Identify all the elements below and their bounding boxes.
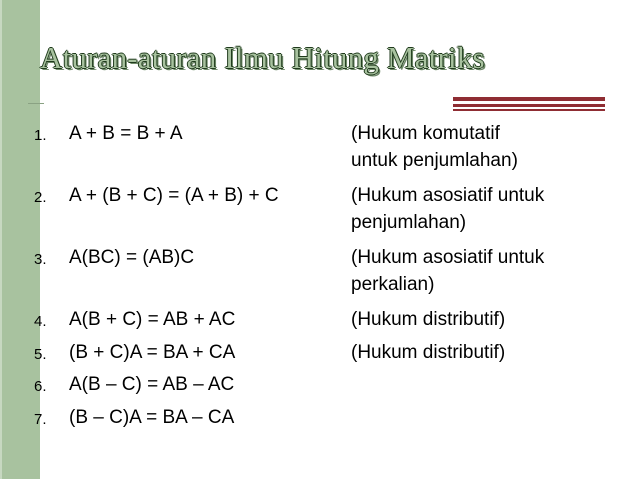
rule-law-line: (Hukum distributif): [351, 309, 506, 330]
rule-formula: A(B – C) = AB – AC: [69, 374, 235, 395]
rule-law: [351, 120, 621, 174]
rule-law-line: (Hukum distributif): [351, 342, 506, 363]
rule-formula: A + (B + C) = (A + B) + C: [69, 185, 279, 206]
rule-law-line: untuk penjumlahan): [351, 150, 518, 171]
rule-law-line: (Hukum asosiatif untuk: [351, 185, 545, 206]
rule-law: [351, 244, 621, 298]
rule-number: 1.: [34, 127, 47, 144]
rule-law-line: (Hukum komutatif: [351, 123, 500, 144]
rule-number: 5.: [34, 346, 47, 363]
rule-law: [351, 306, 621, 333]
rule-formula: A(B + C) = AB + AC: [69, 309, 236, 330]
rule-law: [351, 339, 621, 366]
rule-formula: (B – C)A = BA – CA: [69, 407, 235, 428]
rule-formula: (B + C)A = BA + CA: [69, 342, 236, 363]
rule-number: 6.: [34, 378, 47, 395]
rule-law-line: perkalian): [351, 274, 435, 295]
rule-formula: A + B = B + A: [69, 123, 183, 144]
rule-law-line: penjumlahan): [351, 212, 467, 233]
rule-number: 7.: [34, 411, 47, 428]
rule-law-line: (Hukum asosiatif untuk: [351, 247, 545, 268]
slide-title: Aturan-aturan Ilmu Hitung Matriks: [40, 40, 485, 75]
rule-law: [351, 182, 621, 236]
rule-formula: A(BC) = (AB)C: [69, 247, 195, 268]
rule-number: 3.: [34, 251, 47, 268]
rule-number: 2.: [34, 189, 47, 206]
rule-number: 4.: [34, 313, 47, 330]
